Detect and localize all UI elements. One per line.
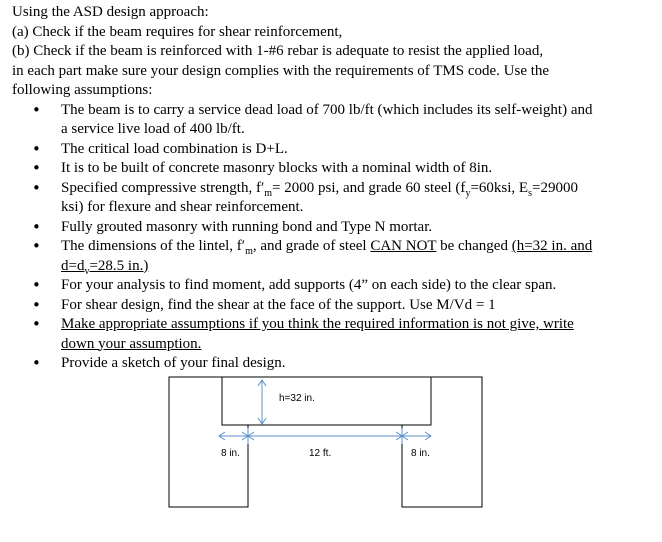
strength-sub-y: y xyxy=(465,187,471,199)
height-label: h=32 in. xyxy=(279,393,315,404)
fixed-dims-d-value: =28.5 in.) xyxy=(89,257,149,274)
assumption-grouting-text: Fully grouted masonry with running bond and Type N mortar. xyxy=(61,218,433,235)
strength-text-4: =29000 xyxy=(531,179,578,196)
left-support-label: 8 in. xyxy=(221,448,240,459)
part-b-line-2: in each part make sure your design complies with the requirements of TMS code. Use the xyxy=(12,62,550,79)
make-assumptions-line-2: down your assumption. xyxy=(61,335,202,352)
strength-text-3: =60ksi, E xyxy=(470,179,529,196)
span-label: 12 ft. xyxy=(309,448,332,459)
strength-sub-m: m xyxy=(264,187,273,199)
part-b-line-3: following assumptions: xyxy=(12,82,153,98)
fixed-dims-h: (h=32 in. and xyxy=(511,238,593,254)
strength-line-2: ksi) for flexure and shear reinforcement. xyxy=(61,199,304,215)
strength-text-1: Specified compressive strength, f′ xyxy=(61,179,265,196)
fixed-dims-text-1: The dimensions of the lintel, f′ xyxy=(61,238,246,254)
part-a: (a) Check if the beam requires for shear reinforcement, xyxy=(12,23,343,40)
fixed-dims-sub-m: m xyxy=(245,246,253,257)
make-assumptions-line-1: Make appropriate assumptions if you think the required information is not give, write xyxy=(61,316,574,332)
right-support-label: 8 in. xyxy=(411,448,430,459)
assumption-masonry-width-text: It is to be built of concrete masonry blocks with a nominal width of 8in. xyxy=(61,160,493,176)
strength-text-2: = 2000 psi, and grade 60 steel (f xyxy=(272,179,466,196)
strength-sub-s: s xyxy=(528,187,532,199)
fixed-dims-text-3: be changed xyxy=(436,238,512,254)
cannot-emphasis: CAN NOT xyxy=(370,238,437,254)
assumption-supports-text: For your analysis to find moment, add supports (4” on each side) to the clear span. xyxy=(61,277,557,293)
assumption-shear-text: For shear design, find the shear at the face of the support. Use M/Vd = 1 xyxy=(61,296,496,313)
assumption-loads-line-1: The beam is to carry a service dead load of 700 lb/ft (which includes its self-weight) and xyxy=(61,101,593,118)
part-b-line-1: (b) Check if the beam is reinforced with 1-#6 rebar is adequate to resist the applied load, xyxy=(12,43,544,59)
fixed-dims-sub-v: v xyxy=(84,265,90,277)
fixed-dims-text-2: , and grade of steel xyxy=(252,238,371,254)
intro-line: Using the ASD design approach: xyxy=(12,4,209,20)
assumption-loads-line-2: a service live load of 400 lb/ft. xyxy=(61,121,245,137)
assumption-sketch-text: Provide a sketch of your final design. xyxy=(61,355,286,371)
lintel-beam xyxy=(222,377,431,425)
fixed-dims-d-text: d=d xyxy=(61,257,85,274)
assumption-load-combination-text: The critical load combination is D+L. xyxy=(61,140,288,157)
